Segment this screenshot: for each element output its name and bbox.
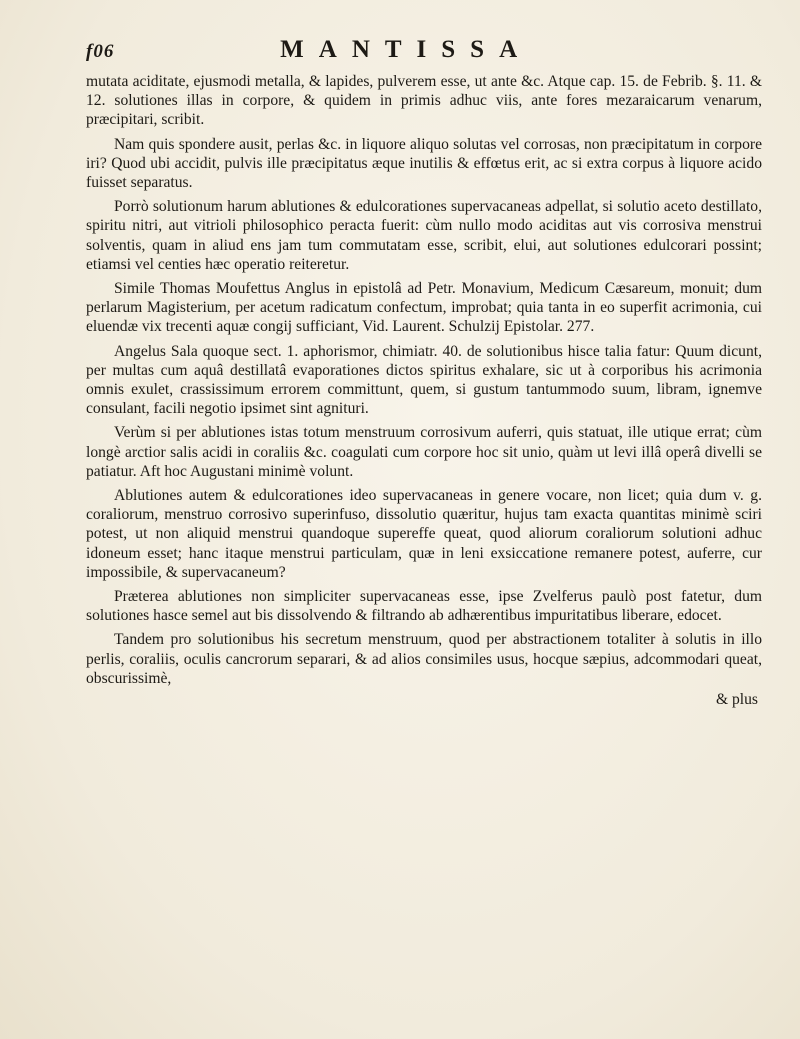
body-text <box>86 72 762 688</box>
paragraph: Porrò solutionum harum ablutiones & edulcorationes supervacaneas adpellat, si solutio aceto destillato, spiritu nitri, aut vitrioli philosophico peracta fuerit: cùm nullo modo aciditas aut vis corrosiva menstrui solventis, quam in aliud ens jam tum commutatam esse, scribit, elui, aut solutiones edulcorari possint; etiamsi vel centies hæc operatio reiteretur. <box>86 198 762 273</box>
paragraph: mutata aciditate, ejusmodi metalla, & lapides, pulverem esse, ut ante &c. Atque cap. 15. de Febrib. §. 11. & 12. solutiones illas in corpore, & quidem in primis adhuc viis, ante fores mezaraicarum venarum, præcipitari, scribit. <box>86 73 762 129</box>
paragraph: Verùm si per ablutiones istas totum menstruum corrosivum auferri, quis statuat, ille utique errat; cùm longè arctior salis acidi in coraliis &c. coagulati cum corpore hoc sit unio, quàm ut levi illâ operâ divelli se patiatur. Aft hoc Augustani minimè volunt. <box>86 424 762 480</box>
catchword: & plus <box>715 691 758 709</box>
paragraph: Præterea ablutiones non simpliciter supervacaneas esse, ipse Zvelferus paulò post fatetur, dum solutiones hasce semel aut bis dissolvendo & filtrando ab adhærentibus impuritatibus liberare, edocet. <box>86 588 762 625</box>
running-title: MANTISSA <box>280 36 533 63</box>
paragraph: Tandem pro solutionibus his secretum menstruum, quod per abstractionem totaliter à solutis in illo perlis, coraliis, oculis cancrorum separari, & ad alios consimiles usus, hocque sæpius, adcommodari queat, obscurissimè, <box>86 631 762 687</box>
paragraph: Ablutiones autem & edulcorationes ideo supervacaneas in genere vocare, non licet; quia dum v. g. coraliorum, menstruo corrosivo superinfuso, dissolutio quæritur, hujus tam exacta quantitas minimè sciri potest, ut non aliquid menstrui quandoque supereffe queat, quod aliorum coraliorum solutioni adhuc idoneum esset; hanc itaque menstrui particulam, quæ in leni exsiccatione remanere potest, auferre, cur impossibile, & supervacaneum? <box>86 487 762 581</box>
page-number: f06 <box>86 41 115 62</box>
paragraph: Simile Thomas Moufettus Anglus in epistolâ ad Petr. Monavium, Medicum Cæsareum, monuit; dum perlarum Magisterium, per acetum radicatum confectum, improbat; quia tanta in eo superfit acrimonia, cui eluendæ vix trecenti aquæ congij sufficiant, Vid. Laurent. Schulzij Epistolar. 277. <box>86 280 762 336</box>
paragraph: Angelus Sala quoque sect. 1. aphorismor, chimiatr. 40. de solutionibus hisce talia fatur: Quum dicunt, per multas cum aquâ destillatâ evaporationes dictos spiritus exhalare, sic ut à corporibus his acrimonia omnis exulet, crassissimum errorem committunt, quem, si gustum tantummodo suum, libram, ignemve consulant, facili negotio ipsimet sint agnituri. <box>86 342 762 418</box>
page-header <box>86 36 762 66</box>
paragraph: Nam quis spondere ausit, perlas &c. in liquore aliquo solutas vel corrosas, non præcipitatum in corpore iri? Quod ubi accidit, pulvis ille præcipitatus æque inutilis & effœtus erit, ac si extra corpus à liquore acido fuisset separatus. <box>86 135 762 192</box>
